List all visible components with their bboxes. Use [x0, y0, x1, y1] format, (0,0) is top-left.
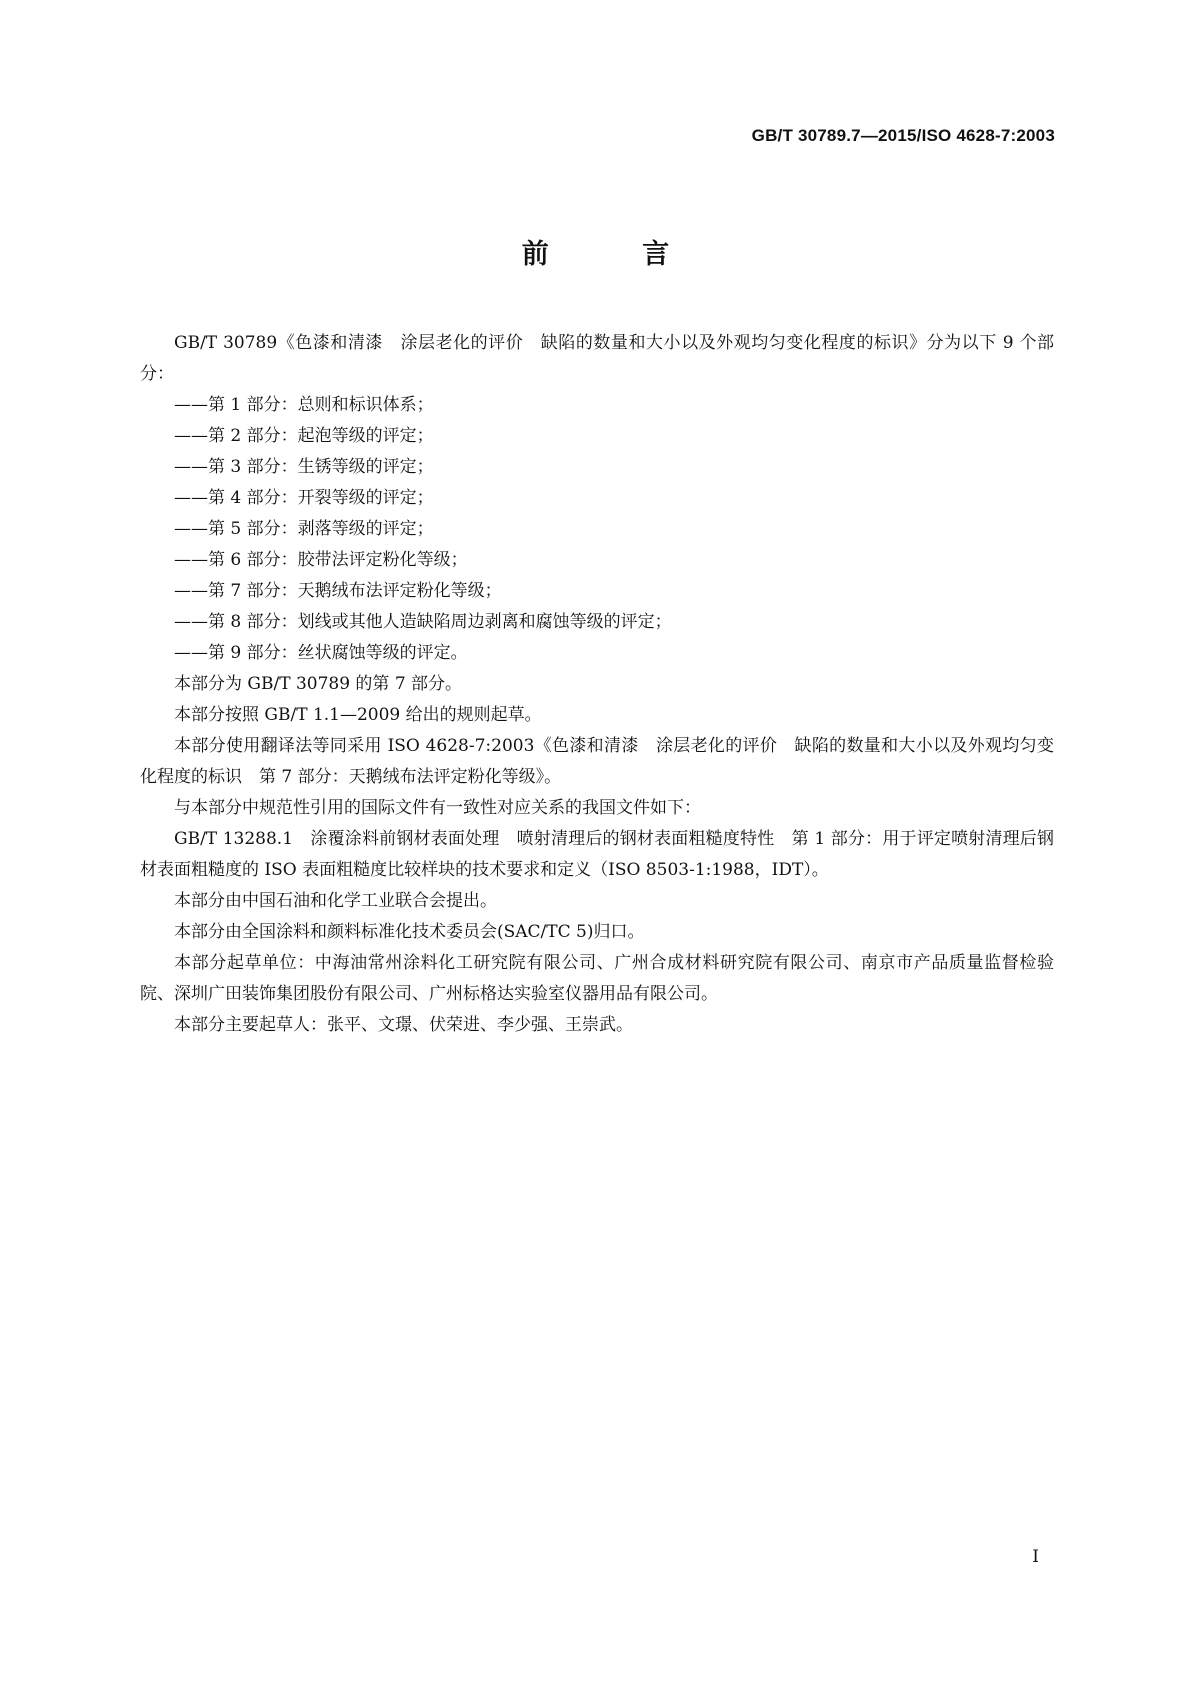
- list-item: ——第 5 部分：剥落等级的评定；: [174, 519, 434, 539]
- paragraph-drafting-rules: 本部分按照 GB/T 1.1—2009 给出的规则起草。: [174, 705, 542, 725]
- paragraph-part-number: 本部分为 GB/T 30789 的第 7 部分。: [174, 674, 463, 694]
- page-number: I: [1032, 1547, 1039, 1567]
- list-item: ——第 1 部分：总则和标识体系；: [174, 395, 434, 415]
- page-title: 前 言: [521, 239, 712, 270]
- paragraph-drafting-units: 本部分起草单位：中海油常州涂料化工研究院有限公司、广州合成材料研究院有限公司、南京市产品质量监督检验院、深圳广田装饰集团股份有限公司、广州标格达实验室仪器用品有限公司。: [140, 953, 1054, 1004]
- standard-code-header: GB/T 30789.7—2015/ISO 4628-7:2003: [751, 126, 1055, 145]
- intro-paragraph: GB/T 30789《色漆和清漆 涂层老化的评价 缺陷的数量和大小以及外观均匀变化程度的标识》分为以下 9 个部分：: [140, 333, 1054, 384]
- paragraph-technical-committee: 本部分由全国涂料和颜料标准化技术委员会(SAC/TC 5)归口。: [174, 922, 645, 942]
- list-item: ——第 3 部分：生锈等级的评定；: [174, 457, 434, 477]
- paragraph-translation-method: 本部分使用翻译法等同采用 ISO 4628-7:2003《色漆和清漆 涂层老化的评价 缺陷的数量和大小以及外观均匀变化程度的标识 第 7 部分：天鹅绒布法评定粉化等级》。: [140, 736, 1054, 787]
- list-item: ——第 4 部分：开裂等级的评定；: [174, 488, 434, 508]
- list-item: ——第 8 部分：划线或其他人造缺陷周边剥离和腐蚀等级的评定；: [174, 612, 672, 632]
- paragraph-proposer: 本部分由中国石油和化学工业联合会提出。: [174, 891, 497, 911]
- list-item: ——第 9 部分：丝状腐蚀等级的评定。: [174, 643, 468, 663]
- foreword-body: [140, 328, 1054, 1041]
- list-item: ——第 7 部分：天鹅绒布法评定粉化等级；: [174, 581, 502, 601]
- paragraph-main-drafters: 本部分主要起草人：张平、文璟、伏荣进、李少强、王崇武。: [174, 1015, 633, 1035]
- paragraph-reference-standard: GB/T 13288.1 涂覆涂料前钢材表面处理 喷射清理后的钢材表面粗糙度特性 第 1 部分：用于评定喷射清理后钢材表面粗糙度的 ISO 表面粗糙度比较样块的技术要求和定义（ISO 8503-1:1988，IDT）。: [140, 829, 1054, 880]
- parts-list: [140, 390, 1054, 669]
- paragraph-correspondence-intro: 与本部分中规范性引用的国际文件有一致性对应关系的我国文件如下：: [174, 798, 701, 818]
- list-item: ——第 2 部分：起泡等级的评定；: [174, 426, 434, 446]
- list-item: ——第 6 部分：胶带法评定粉化等级；: [174, 550, 468, 570]
